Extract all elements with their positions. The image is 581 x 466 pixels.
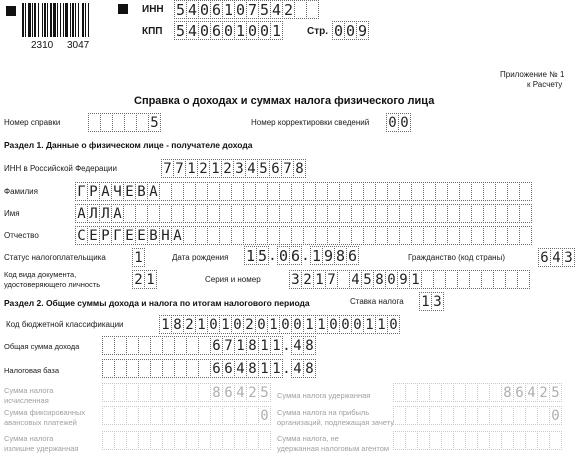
form-cell[interactable]: 7 — [247, 1, 258, 19]
fixed-payments-cells — [102, 406, 270, 425]
form-cell[interactable]: 1 — [132, 248, 145, 267]
form-cell[interactable]: Л — [99, 204, 112, 223]
birth-date-label: Дата рождения — [172, 253, 229, 262]
kbk-cells — [159, 315, 399, 334]
tax-withheld-label: Сумма налога удержанная — [277, 391, 371, 400]
form-cell[interactable]: 1 — [375, 315, 388, 334]
form-cell[interactable]: 1 — [144, 270, 157, 289]
form-cell[interactable]: 6 — [210, 336, 223, 355]
total-income-cells — [102, 336, 315, 355]
form-cell[interactable]: 5 — [257, 159, 270, 178]
separator-dot: . — [282, 361, 291, 377]
form-cell[interactable]: 1 — [235, 22, 246, 40]
form-cell[interactable]: 2 — [197, 159, 210, 178]
form-cell[interactable]: Е — [135, 226, 148, 245]
form-cell[interactable]: 2 — [243, 315, 256, 334]
form-cell[interactable]: 5 — [148, 113, 161, 132]
form-cell[interactable]: 0 — [387, 315, 400, 334]
form-cell[interactable]: 0 — [223, 22, 234, 40]
section2-title: Раздел 2. Общие суммы дохода и налога по итогам налогового периода — [4, 298, 310, 308]
form-cell[interactable]: А — [75, 204, 88, 223]
form-cell[interactable]: 0 — [398, 113, 411, 132]
form-cell[interactable]: 1 — [209, 159, 222, 178]
doc-code-label-1: Код вида документа, — [4, 270, 77, 279]
form-cell[interactable]: А — [99, 182, 112, 201]
form-cell[interactable]: 2 — [183, 315, 196, 334]
correction-number-label: Номер корректировки сведений — [251, 118, 370, 127]
form-cell[interactable]: 8 — [246, 336, 259, 355]
form-cell[interactable]: 1 — [258, 359, 271, 378]
form-cell[interactable]: 3 — [289, 270, 302, 289]
form-cell[interactable]: 6 — [347, 247, 358, 265]
barcode-number-right: 3047 — [67, 40, 90, 51]
form-cell[interactable]: 7 — [281, 159, 294, 178]
form-cell[interactable]: Р — [99, 226, 112, 245]
form-cell[interactable]: 0 — [235, 1, 246, 19]
status-label: Статус налогоплательщика — [4, 253, 106, 262]
form-cell[interactable]: Р — [87, 182, 100, 201]
form-cell[interactable]: 5 — [175, 1, 186, 19]
form-cell[interactable]: 5 — [549, 383, 562, 402]
form-cell[interactable]: 0 — [351, 315, 364, 334]
form-cell[interactable]: 1 — [245, 247, 256, 265]
form-cell[interactable]: 4 — [550, 248, 563, 267]
form-cell[interactable]: Н — [159, 226, 172, 245]
profit-tax-label-2: организаций, подлежащая зачету — [277, 418, 394, 427]
form-title: Справка о доходах и суммах налога физического лица — [134, 95, 435, 107]
form-cell[interactable]: 0 — [231, 315, 244, 334]
form-cell[interactable]: 1 — [219, 315, 232, 334]
form-cell[interactable]: 5 — [361, 270, 374, 289]
form-cell[interactable]: А — [111, 204, 124, 223]
form-cell[interactable] — [306, 0, 319, 19]
form-cell[interactable]: Е — [87, 226, 100, 245]
form-cell[interactable] — [549, 431, 562, 450]
form-cell[interactable]: А — [147, 182, 160, 201]
name-label: Имя — [4, 209, 20, 218]
form-cell[interactable]: 0 — [199, 1, 210, 19]
total-income-label: Общая сумма дохода — [4, 342, 80, 351]
profit-tax-label-1: Сумма налога на прибыль — [277, 408, 370, 417]
form-cell[interactable]: 4 — [187, 1, 198, 19]
header-kpp-cells — [174, 21, 282, 40]
tax-calculated-label-1: Сумма налога — [4, 386, 54, 395]
page-label: Стр. — [307, 26, 329, 37]
form-cell[interactable]: 4 — [245, 159, 258, 178]
form-cell[interactable]: 4 — [234, 383, 247, 402]
tax-calculated-cells — [102, 383, 270, 402]
form-cell[interactable]: 5 — [175, 22, 186, 40]
form-cell[interactable]: 8 — [246, 359, 259, 378]
form-cell[interactable]: 0 — [278, 247, 289, 265]
barcode-bar — [89, 3, 90, 37]
form-cell[interactable]: 1 — [409, 270, 422, 289]
barcode-number-left: 2310 — [31, 40, 54, 51]
header-inn-cells — [174, 0, 318, 19]
form-cell[interactable]: 0 — [259, 22, 270, 40]
form-cell[interactable]: 9 — [357, 22, 368, 40]
form-cell[interactable]: А — [171, 226, 184, 245]
form-cell[interactable]: 1 — [195, 315, 208, 334]
tax-calculated-label-2: исчисленная — [4, 396, 49, 405]
excess-tax-cells — [102, 431, 270, 450]
form-cell[interactable]: Г — [111, 226, 124, 245]
header-kpp-label: КПП — [142, 26, 163, 37]
form-cell[interactable]: 1 — [267, 315, 280, 334]
form-cell[interactable]: 5 — [259, 1, 270, 19]
form-cell[interactable]: 6 — [210, 359, 223, 378]
excess-tax-label-2: излишне удержанная — [4, 444, 79, 453]
inn-rf-label: ИНН в Российской Федерации — [4, 164, 117, 173]
form-cell[interactable]: 9 — [323, 247, 334, 265]
form-cell[interactable]: 4 — [349, 270, 362, 289]
form-cell[interactable]: 1 — [270, 359, 283, 378]
form-cell[interactable]: 1 — [363, 315, 376, 334]
appendix-line-2: к Расчету — [527, 80, 563, 89]
profit-tax-cells — [393, 406, 561, 425]
tax-withheld-cells — [393, 383, 561, 402]
form-cell[interactable]: 4 — [525, 383, 538, 402]
tax-base-cells — [102, 359, 315, 378]
form-cell[interactable]: 7 — [173, 159, 186, 178]
fixed-payments-label-1: Сумма фиксированных — [4, 408, 86, 417]
inn-rf-cells — [161, 159, 305, 178]
series-cells — [289, 270, 529, 289]
form-cell[interactable]: 0 — [258, 406, 271, 425]
form-cell[interactable] — [517, 270, 530, 289]
form-cell[interactable]: 6 — [269, 159, 282, 178]
form-cell[interactable]: 1 — [271, 22, 282, 40]
form-cell[interactable]: 0 — [386, 113, 399, 132]
form-cell[interactable]: 7 — [222, 336, 235, 355]
form-cell[interactable]: 6 — [211, 1, 222, 19]
form-cell[interactable]: 6 — [290, 247, 301, 265]
barcode — [22, 3, 100, 37]
form-cell[interactable]: 0 — [199, 22, 210, 40]
form-cell[interactable]: 8 — [335, 247, 346, 265]
form-cell[interactable]: 1 — [311, 247, 322, 265]
series-label: Серия и номер — [205, 275, 261, 284]
form-cell[interactable]: 2 — [221, 159, 234, 178]
not-withheld-label-1: Сумма налога, не — [277, 434, 339, 443]
form-cell[interactable]: 9 — [397, 270, 410, 289]
form-cell[interactable]: 3 — [431, 292, 444, 311]
form-cell[interactable] — [519, 226, 532, 245]
kbk-label: Код бюджетной классификации — [6, 320, 124, 329]
not-withheld-label-2: удержанная налоговым агентом — [277, 444, 390, 453]
form-cell[interactable]: Е — [123, 182, 136, 201]
form-cell[interactable]: 2 — [246, 383, 259, 402]
separator-dot: . — [268, 248, 277, 264]
form-cell[interactable]: 0 — [291, 315, 304, 334]
corner-marker-left — [6, 6, 16, 16]
form-cell[interactable]: 4 — [291, 359, 304, 378]
form-cell[interactable]: 1 — [223, 1, 234, 19]
form-cell[interactable]: 5 — [257, 247, 268, 265]
form-cell[interactable]: 8 — [373, 270, 386, 289]
form-cell[interactable]: 6 — [211, 22, 222, 40]
surname-cells — [75, 182, 531, 201]
form-cell[interactable]: 1 — [313, 270, 326, 289]
form-cell[interactable]: Л — [87, 204, 100, 223]
form-cell[interactable]: 1 — [258, 336, 271, 355]
form-cell[interactable]: 0 — [385, 270, 398, 289]
form-cell[interactable]: 7 — [325, 270, 338, 289]
form-cell[interactable]: 5 — [258, 383, 271, 402]
form-cell[interactable]: 0 — [549, 406, 562, 425]
form-cell[interactable]: 2 — [283, 1, 294, 19]
form-cell[interactable]: 0 — [333, 22, 344, 40]
tax-rate-label: Ставка налога — [350, 297, 404, 306]
form-cell[interactable]: 4 — [234, 359, 247, 378]
fixed-payments-label-2: авансовых платежей — [4, 418, 77, 427]
certificate-number-cells — [88, 113, 160, 132]
form-cell[interactable]: 1 — [234, 336, 247, 355]
doc-code-label-2: удостоверяющего личность — [4, 280, 101, 289]
page-number-cells — [332, 21, 368, 40]
correction-number-cells — [386, 113, 410, 132]
form-cell[interactable]: 3 — [562, 248, 575, 267]
form-cell[interactable]: В — [147, 226, 160, 245]
form-cell[interactable]: 4 — [187, 22, 198, 40]
form-cell[interactable]: 2 — [301, 270, 314, 289]
form-cell[interactable]: Г — [75, 182, 88, 201]
form-cell[interactable]: 1 — [159, 315, 172, 334]
certificate-number-label: Номер справки — [4, 118, 61, 127]
form-cell[interactable]: 1 — [315, 315, 328, 334]
corner-marker-right — [118, 4, 128, 14]
form-cell[interactable] — [519, 182, 532, 201]
form-cell[interactable]: С — [75, 226, 88, 245]
form-cell[interactable]: 6 — [513, 383, 526, 402]
form-cell[interactable]: 7 — [161, 159, 174, 178]
form-cell[interactable]: 1 — [185, 159, 198, 178]
appendix-line-1: Приложение № 1 — [500, 70, 565, 79]
form-cell[interactable]: 4 — [291, 336, 304, 355]
form-cell[interactable]: 6 — [538, 248, 551, 267]
form-cell[interactable]: 1 — [303, 315, 316, 334]
status-cells — [132, 248, 144, 267]
patronymic-cells — [75, 226, 531, 245]
birth-date-cells — [244, 246, 358, 265]
form-cell[interactable]: 0 — [255, 315, 268, 334]
not-withheld-cells — [393, 431, 561, 450]
excess-tax-label-1: Сумма налога — [4, 434, 54, 443]
form-cell[interactable]: 0 — [345, 22, 356, 40]
form-cell[interactable]: 8 — [293, 159, 306, 178]
form-cell[interactable]: Ч — [111, 182, 124, 201]
citizenship-label: Гражданство (код страны) — [408, 253, 505, 262]
header-inn-label: ИНН — [142, 4, 164, 15]
form-cell[interactable]: 0 — [207, 315, 220, 334]
name-cells — [75, 204, 531, 223]
form-cell[interactable]: 6 — [222, 383, 235, 402]
form-cell[interactable]: 1 — [270, 336, 283, 355]
form-cell[interactable] — [519, 204, 532, 223]
form-cell[interactable]: 3 — [233, 159, 246, 178]
separator-dot: . — [282, 338, 291, 354]
form-cell[interactable]: 1 — [419, 292, 432, 311]
separator-dot: . — [301, 248, 310, 264]
form-cell[interactable]: 2 — [537, 383, 550, 402]
form-cell[interactable]: Е — [123, 226, 136, 245]
form-cell[interactable]: 8 — [171, 315, 184, 334]
patronymic-label: Отчество — [4, 231, 39, 240]
form-cell[interactable]: 8 — [303, 359, 316, 378]
citizenship-cells — [538, 248, 574, 267]
form-cell[interactable] — [258, 431, 271, 450]
tax-rate-cells — [419, 292, 443, 311]
form-cell[interactable]: 8 — [210, 383, 223, 402]
form-cell[interactable]: 0 — [327, 315, 340, 334]
form-cell[interactable]: 4 — [271, 1, 282, 19]
section1-title: Раздел 1. Данные о физическом лице - получателе дохода — [4, 140, 253, 150]
surname-label: Фамилия — [4, 187, 38, 196]
form-cell[interactable]: 0 — [247, 22, 258, 40]
form-cell[interactable]: В — [135, 182, 148, 201]
form-cell[interactable]: 8 — [501, 383, 514, 402]
form-cell[interactable]: 0 — [279, 315, 292, 334]
form-cell[interactable]: 2 — [132, 270, 145, 289]
doc-code-cells — [132, 270, 156, 289]
form-cell[interactable]: 8 — [303, 336, 316, 355]
tax-base-label: Налоговая база — [4, 366, 59, 375]
form-cell[interactable]: 0 — [339, 315, 352, 334]
form-cell[interactable]: 6 — [222, 359, 235, 378]
